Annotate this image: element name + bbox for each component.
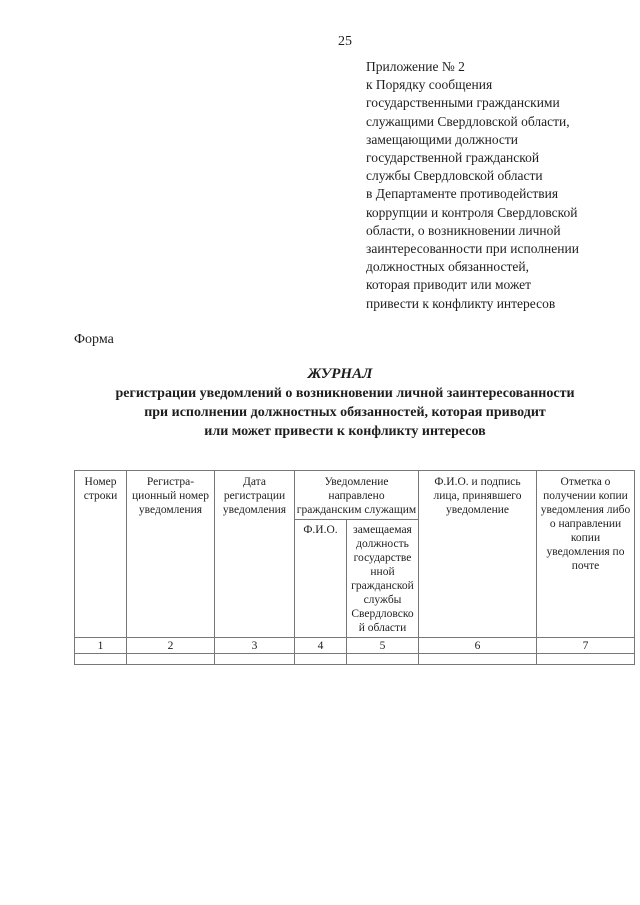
table-cell: [537, 654, 635, 665]
table-header-row: [75, 471, 635, 520]
header-row-number: Номер строки: [75, 471, 127, 638]
header-reg-date: Дата регистрации уведомления: [215, 471, 295, 638]
appendix-line: к Порядку сообщения: [366, 77, 493, 93]
table-cell: [127, 654, 215, 665]
column-number: 1: [75, 638, 127, 654]
header-sent-by-group: Уведомление направлено гражданским служащим: [295, 471, 419, 520]
journal-subtitle-line: или может привести к конфликту интересов: [204, 424, 486, 439]
appendix-line: государственной гражданской: [366, 150, 540, 166]
column-number: 7: [537, 638, 635, 654]
appendix-line: в Департаменте противодействия: [366, 186, 559, 202]
appendix-line: привести к конфликту интересов: [366, 295, 556, 311]
table-cell: [419, 654, 537, 665]
form-label: Форма: [74, 332, 114, 347]
header-receiver: Ф.И.О. и подпись лица, принявшего уведомление: [419, 471, 537, 638]
journal-title: ЖУРНАЛ: [307, 366, 373, 382]
table-row: [75, 654, 635, 665]
appendix-line: замещающими должности: [366, 131, 519, 147]
appendix-line: служащими Свердловской области,: [366, 113, 570, 129]
column-number: 6: [419, 638, 537, 654]
header-reg-number: Регистра-ционный номер уведомления: [127, 471, 215, 638]
column-number: 3: [215, 638, 295, 654]
table-cell: [215, 654, 295, 665]
table-cell: [347, 654, 419, 665]
table-cell: [75, 654, 127, 665]
header-fio: Ф.И.О.: [295, 520, 347, 638]
column-number: 5: [347, 638, 419, 654]
journal-subtitle-line: при исполнении должностных обязанностей, которая приводит: [144, 405, 546, 420]
appendix-line: должностных обязанностей,: [366, 259, 529, 275]
table-cell: [295, 654, 347, 665]
appendix-line: заинтересованности при исполнении: [366, 241, 579, 257]
column-number-row: [75, 638, 635, 654]
column-number: 4: [295, 638, 347, 654]
appendix-line: которая приводит или может: [366, 277, 532, 293]
header-position: замещаемая должность государстве нной гражданской службы Свердловско й области: [347, 520, 419, 638]
journal-subtitle-line: регистрации уведомлений о возникновении личной заинтересованности: [115, 386, 575, 401]
journal-subtitle: [0, 384, 640, 441]
appendix-line: области, о возникновении личной: [366, 222, 561, 238]
appendix-block: [366, 58, 636, 313]
appendix-line: коррупции и контроля Свердловской: [366, 204, 578, 220]
column-number: 2: [127, 638, 215, 654]
registration-table: [74, 470, 635, 665]
page-number: 25: [338, 34, 352, 49]
appendix-line: Приложение № 2: [366, 59, 465, 74]
appendix-line: службы Свердловской области: [366, 168, 543, 184]
appendix-line: государственными гражданскими: [366, 95, 560, 111]
header-copy-mark: Отметка о получении копии уведомления либо о направлении копии уведомления по почте: [537, 471, 635, 638]
